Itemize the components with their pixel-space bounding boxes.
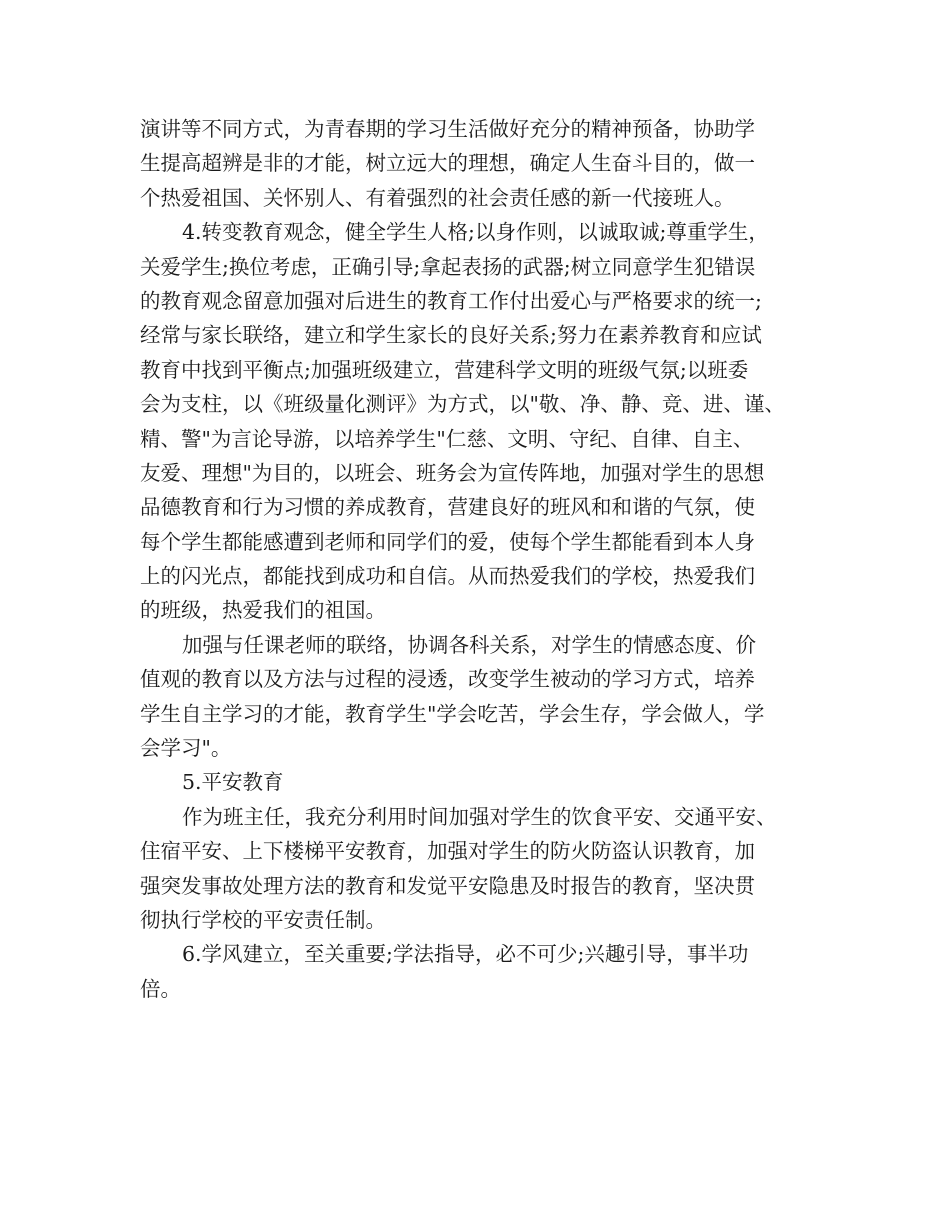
text-line: 6.学风建立，至关重要;学法指导，必不可少;兴趣引导，事半功 [182, 942, 749, 967]
text-line: 演讲等不同方式，为青春期的学习生活做好充分的精神预备，协助学 [140, 117, 755, 141]
text-line: 学生自主学习的才能，教育学生"学会吃苦，学会生存，学会做人，学 [140, 701, 765, 726]
text-line: 精、警"为言论导游，以培养学生"仁慈、文明、守纪、自律、自主、 [140, 426, 754, 451]
text-line: 强突发事故处理方法的教育和发觉平安隐患及时报告的教育，坚决贯 [140, 873, 755, 898]
text-line: 友爱、理想"为目的，以班会、班务会为宣传阵地，加强对学生的思想 [140, 460, 765, 485]
text-line: 4.转变教育观念，健全学生人格;以身作则，以诚取诚;尊重学生， [182, 220, 769, 245]
text-line: 值观的教育以及方法与过程的浸透，改变学生被动的学习方式，培养 [140, 667, 755, 692]
text-line: 经常与家长联络，建立和学生家长的良好关系;努力在素养教育和应试 [140, 323, 762, 348]
text-line: 彻执行学校的平安责任制。 [140, 907, 386, 932]
text-line: 个热爱祖国、关怀别人、有着强烈的社会责任感的新一代接班人。 [140, 185, 735, 210]
text-line: 倍。 [140, 976, 181, 1001]
document-page [140, 112, 830, 1006]
text-line: 生提高超辨是非的才能，树立远大的理想，确定人生奋斗目的，做一 [140, 151, 755, 176]
text-line: 的教育观念留意加强对后进生的教育工作付出爱心与严格要求的统一; [140, 288, 762, 313]
text-line: 关爱学生;换位考虑，正确引导;拿起表扬的武器;树立同意学生犯错误 [140, 254, 756, 279]
text-line: 教育中找到平衡点;加强班级建立，营建科学文明的班级气氛;以班委 [140, 357, 749, 382]
text-line: 加强与任课老师的联络，协调各科关系，对学生的情感态度、价 [182, 632, 756, 657]
text-line: 5.平安教育 [182, 770, 284, 795]
text-line: 作为班主任，我充分利用时间加强对学生的饮食平安、交通平安、 [182, 804, 777, 829]
text-line: 每个学生都能感遭到老师和同学们的爱，使每个学生都能看到本人身 [140, 529, 755, 554]
document-body [140, 112, 830, 1006]
text-line: 会为支柱，以《班级量化测评》为方式，以"敬、净、静、竞、进、谨、 [140, 392, 785, 417]
text-line: 品德教育和行为习惯的养成教育，营建良好的班风和和谐的气氛，使 [140, 495, 755, 520]
text-line: 的班级，热爱我们的祖国。 [140, 598, 386, 623]
text-line: 上的闪光点，都能找到成功和自信。从而热爱我们的学校，热爱我们 [140, 564, 755, 589]
text-line: 会学习"。 [140, 736, 232, 761]
text-line: 住宿平安、上下楼梯平安教育，加强对学生的防火防盗认识教育，加 [140, 839, 755, 864]
